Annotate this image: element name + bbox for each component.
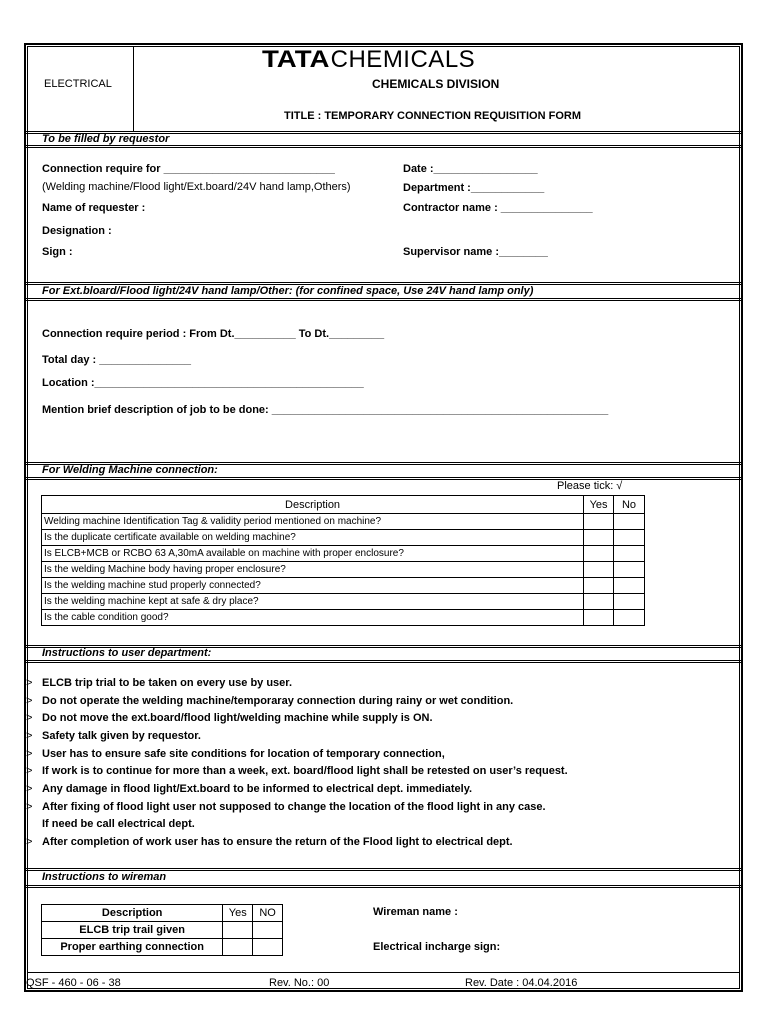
bullet-icon: > xyxy=(26,748,33,760)
department-label: ELECTRICAL xyxy=(44,78,112,90)
table-row xyxy=(42,594,645,610)
bullet-icon: > xyxy=(26,695,33,707)
designation-field[interactable]: Designation : xyxy=(42,225,112,237)
tata-chemicals-logo xyxy=(262,48,475,72)
instruction-item: After fixing of flood light user not supposed to change the location of the flood light in any case. xyxy=(42,801,546,813)
yes-cell[interactable] xyxy=(584,578,614,594)
contractor-name-field[interactable]: Contractor name : _______________ xyxy=(403,202,593,214)
instruction-item: Safety talk given by requestor. xyxy=(42,730,201,742)
table-row xyxy=(42,939,283,956)
job-description-field[interactable]: Mention brief description of job to be done: _______________________________________________________ xyxy=(42,404,609,416)
yes-cell[interactable] xyxy=(584,610,614,626)
table-row xyxy=(42,514,645,530)
supervisor-name-field[interactable]: Supervisor name :________ xyxy=(403,246,548,258)
yes-cell[interactable] xyxy=(223,939,253,956)
row-description: Is the welding Machine body having proper enclosure? xyxy=(42,562,584,578)
bullet-icon: > xyxy=(26,836,33,848)
total-day-field[interactable]: Total day : _______________ xyxy=(42,354,192,366)
col-description: Description xyxy=(42,905,223,922)
table-header-row xyxy=(42,496,645,514)
yes-cell[interactable] xyxy=(223,922,253,939)
instruction-item: After completion of work user has to ensure the return of the Flood light to electrical dept. xyxy=(42,836,513,848)
table-row xyxy=(42,530,645,546)
col-yes: Yes xyxy=(223,905,253,922)
section-ext-board: For Ext.bloard/Flood light/24V hand lamp/Other: (for confined space, Use 24V hand lamp only) xyxy=(42,285,534,297)
section-rule xyxy=(24,885,743,888)
yes-cell[interactable] xyxy=(584,530,614,546)
bullet-icon: > xyxy=(26,801,33,813)
yes-cell[interactable] xyxy=(584,546,614,562)
section-welding: For Welding Machine connection: xyxy=(42,464,218,476)
instruction-item: ELCB trip trial to be taken on every use by user. xyxy=(42,677,293,689)
row-description: Is ELCB+MCB or RCBO 63 A,30mA available on machine with proper enclosure? xyxy=(42,546,584,562)
revision-date: Rev. Date : 04.04.2016 xyxy=(465,977,578,989)
sign-field[interactable]: Sign : xyxy=(42,246,73,258)
col-yes: Yes xyxy=(584,496,614,514)
col-description: Description xyxy=(42,496,584,514)
yes-cell[interactable] xyxy=(584,514,614,530)
instruction-item: User has to ensure safe site conditions for location of temporary connection, xyxy=(42,748,445,760)
instruction-item: Do not operate the welding machine/temporaray connection during rainy or wet condition. xyxy=(42,695,514,707)
row-description: Is the duplicate certificate available on welding machine? xyxy=(42,530,584,546)
connection-require-for-field[interactable]: Connection require for ____________________________ xyxy=(42,163,335,175)
no-cell[interactable] xyxy=(253,939,283,956)
requester-name-field[interactable]: Name of requester : xyxy=(42,202,146,214)
department-field[interactable]: Department :____________ xyxy=(403,182,545,194)
location-field[interactable]: Location :____________________________________________ xyxy=(42,377,364,389)
instruction-item: Any damage in flood light/Ext.board to be informed to electrical dept. immediately. xyxy=(42,783,473,795)
bullet-icon: > xyxy=(26,677,33,689)
instruction-item: Do not move the ext.board/flood light/welding machine while supply is ON. xyxy=(42,712,433,724)
no-cell[interactable] xyxy=(614,610,645,626)
no-cell[interactable] xyxy=(614,546,645,562)
incharge-sign-field[interactable]: Electrical incharge sign: xyxy=(373,941,501,953)
please-tick-note: Please tick: √ xyxy=(557,480,623,492)
no-cell[interactable] xyxy=(614,514,645,530)
row-description: Is the welding machine stud properly connected? xyxy=(42,578,584,594)
col-no: NO xyxy=(253,905,283,922)
footer-rule xyxy=(27,972,740,973)
section-instructions-wireman: Instructions to wireman xyxy=(42,871,167,883)
no-cell[interactable] xyxy=(614,594,645,610)
doc-number: QSF - 460 - 06 - 38 xyxy=(26,977,121,989)
division-label: CHEMICALS DIVISION xyxy=(372,77,500,91)
instruction-item: If work is to continue for more than a week, ext. board/flood light shall be retested on user’s request. xyxy=(42,765,568,777)
date-field[interactable]: Date :_________________ xyxy=(403,163,538,175)
logo-tata-text: TATA xyxy=(262,46,330,73)
table-header-row xyxy=(42,905,283,922)
col-no: No xyxy=(614,496,645,514)
revision-number: Rev. No.: 00 xyxy=(269,977,330,989)
no-cell[interactable] xyxy=(253,922,283,939)
table-row xyxy=(42,578,645,594)
section-rule xyxy=(24,477,743,480)
table-row xyxy=(42,610,645,626)
wireman-name-field[interactable]: Wireman name : xyxy=(373,906,458,918)
header-divider xyxy=(133,46,134,131)
wireman-checklist-table xyxy=(41,904,283,956)
table-row xyxy=(42,546,645,562)
section-rule xyxy=(24,298,743,301)
bullet-icon: > xyxy=(26,765,33,777)
bullet-icon: > xyxy=(26,783,33,795)
bullet-icon: > xyxy=(26,712,33,724)
section-rule xyxy=(24,145,743,148)
no-cell[interactable] xyxy=(614,578,645,594)
yes-cell[interactable] xyxy=(584,562,614,578)
no-cell[interactable] xyxy=(614,562,645,578)
connection-period-field[interactable]: Connection require period : From Dt.__________ To Dt._________ xyxy=(42,328,385,340)
form-title: TITLE : TEMPORARY CONNECTION REQUISITION FORM xyxy=(284,110,581,122)
row-description: Is the welding machine kept at safe & dry place? xyxy=(42,594,584,610)
bullet-icon: > xyxy=(26,730,33,742)
row-description: Proper earthing connection xyxy=(42,939,223,956)
section-rule xyxy=(24,660,743,663)
row-description: ELCB trip trail given xyxy=(42,922,223,939)
no-cell[interactable] xyxy=(614,530,645,546)
table-row xyxy=(42,562,645,578)
yes-cell[interactable] xyxy=(584,594,614,610)
welding-checklist-table xyxy=(41,495,645,626)
row-description: Is the cable condition good? xyxy=(42,610,584,626)
connection-options-note: (Welding machine/Flood light/Ext.board/24V hand lamp,Others) xyxy=(42,181,351,193)
section-requestor: To be filled by requestor xyxy=(42,133,170,145)
row-description: Welding machine Identification Tag & validity period mentioned on machine? xyxy=(42,514,584,530)
instruction-item: If need be call electrical dept. xyxy=(42,818,195,830)
section-instructions-user: Instructions to user department: xyxy=(42,647,212,659)
logo-chemicals-text: CHEMICALS xyxy=(330,46,476,73)
table-row xyxy=(42,922,283,939)
